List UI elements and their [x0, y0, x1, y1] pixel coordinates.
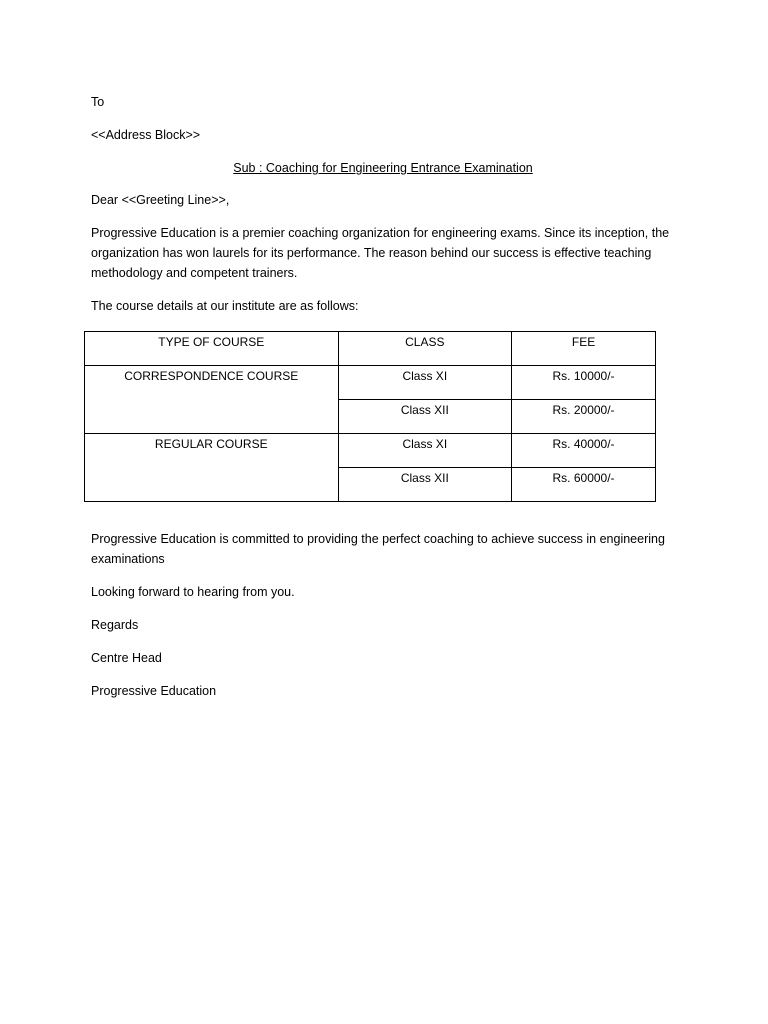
- course-cell: REGULAR COURSE: [85, 434, 339, 502]
- signatory-title: Centre Head: [91, 651, 162, 665]
- address-block: <<Address Block>>: [91, 128, 201, 142]
- intro-line-2: organization has won laurels for its performance. The reason behind our success is effective teaching: [91, 246, 652, 260]
- header-type: TYPE OF COURSE: [85, 332, 339, 366]
- header-class: CLASS: [338, 332, 512, 366]
- regards-line: Regards: [91, 618, 139, 632]
- class-cell: Class XI: [338, 366, 512, 400]
- to-line: To: [91, 95, 105, 109]
- intro-line-1: Progressive Education is a premier coaching organization for engineering exams. Since its inception, the: [91, 226, 670, 240]
- course-cell: CORRESPONDENCE COURSE: [85, 366, 339, 434]
- header-fee: FEE: [512, 332, 656, 366]
- commitment-line-2: examinations: [91, 552, 165, 566]
- fee-cell: Rs. 60000/-: [512, 468, 656, 502]
- table-row: [85, 434, 656, 468]
- fee-cell: Rs. 20000/-: [512, 400, 656, 434]
- fee-cell: Rs. 10000/-: [512, 366, 656, 400]
- intro-line-3: methodology and competent trainers.: [91, 266, 298, 280]
- signatory-org: Progressive Education: [91, 684, 217, 698]
- table-header-row: [85, 332, 656, 366]
- details-intro: The course details at our institute are as follows:: [91, 299, 359, 313]
- course-table: [84, 331, 656, 502]
- class-cell: Class XII: [338, 400, 512, 434]
- fee-cell: Rs. 40000/-: [512, 434, 656, 468]
- greeting-line: Dear <<Greeting Line>>,: [91, 193, 230, 207]
- subject-line: Sub : Coaching for Engineering Entrance Examination: [233, 161, 533, 175]
- table-row: [85, 366, 656, 400]
- class-cell: Class XII: [338, 468, 512, 502]
- closing-line: Looking forward to hearing from you.: [91, 585, 295, 599]
- commitment-line-1: Progressive Education is committed to providing the perfect coaching to achieve success in engineering: [91, 532, 665, 546]
- class-cell: Class XI: [338, 434, 512, 468]
